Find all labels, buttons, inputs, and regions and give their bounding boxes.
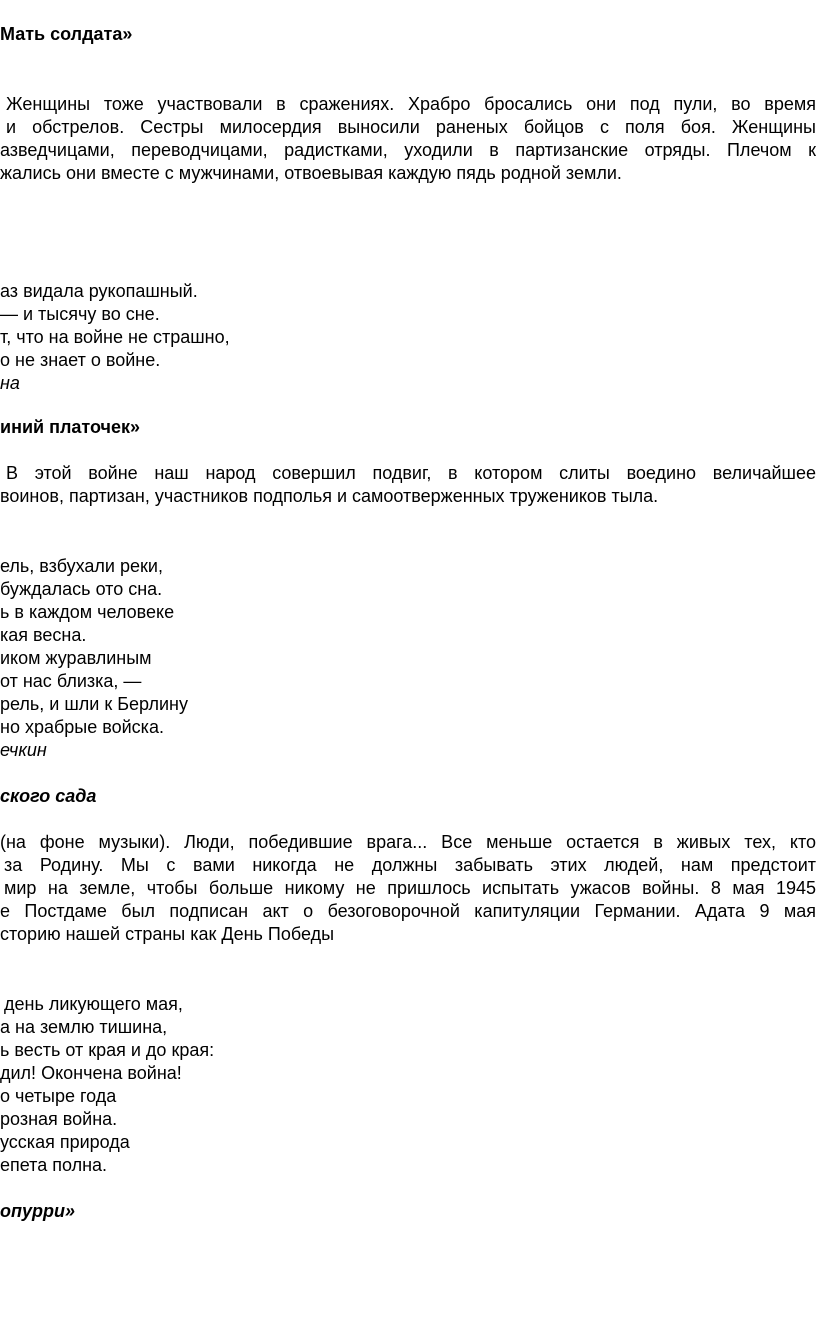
poem-3-line-4: дил! Окончена война! [0, 1063, 182, 1083]
poem-2-line-5: иком журавлиным [0, 648, 152, 668]
poem-1-line-4: о не знает о войне. [0, 350, 161, 370]
paragraph-1-line-2: и обстрелов. Сестры милосердия выносили раненых бойцов с поля боя. Женщины [6, 117, 816, 137]
poem-3-line-1: день ликующего мая, [4, 994, 183, 1014]
heading-mat-soldata: Мать солдата» [0, 24, 133, 44]
poem-3-line-5: о четыре года [0, 1086, 117, 1106]
poem-3-line-3: ь весть от края и до края: [0, 1040, 215, 1060]
poem-2-line-7: рель, и шли к Берлину [0, 694, 188, 714]
paragraph-3-line-4: е Постдаме был подписан акт о безоговорочной капитуляции Германии. Адата 9 мая [0, 901, 816, 921]
paragraph-3-line-1: (на фоне музыки). Люди, победившие врага... Все меньше остается в живых тех, кто [0, 832, 816, 852]
poem-2-line-8: но храбрые войска. [0, 717, 164, 737]
paragraph-3-line-5: сторию нашей страны как День Победы [0, 924, 335, 944]
paragraph-1-line-1: Женщины тоже участвовали в сражениях. Храбро бросались они под пули, во время [6, 94, 816, 114]
paragraph-2-line-1: В этой войне наш народ совершил подвиг, в котором слиты воедино величайшее [6, 463, 816, 483]
poem-1-author: на [0, 373, 20, 393]
paragraph-2-line-2: воинов, партизан, участников подполья и самоотверженных тружеников тыла. [0, 486, 659, 506]
heading-sada: ского сада [0, 786, 97, 806]
poem-3-line-8: епета полна. [0, 1155, 108, 1175]
heading-popurri: опурри» [0, 1201, 75, 1221]
poem-3-line-6: розная война. [0, 1109, 118, 1129]
paragraph-3-line-2: за Родину. Мы с вами никогда не должны забывать этих людей, нам предстоит [4, 855, 816, 875]
heading-siniy-platochek: иний платочек» [0, 417, 140, 437]
poem-2-line-2: буждалась ото сна. [0, 579, 163, 599]
paragraph-3-line-3: мир на земле, чтобы больше никому не пришлось испытать ужасов войны. 8 мая 1945 [4, 878, 816, 898]
poem-3-line-7: усская природа [0, 1132, 130, 1152]
poem-2-line-3: ь в каждом человеке [0, 602, 175, 622]
poem-1-line-3: т, что на войне не страшно, [0, 327, 230, 347]
poem-1-line-1: аз видала рукопашный. [0, 281, 198, 301]
poem-2-line-1: ель, взбухали реки, [0, 556, 163, 576]
poem-1-line-2: — и тысячу во сне. [0, 304, 160, 324]
poem-3-line-2: а на землю тишина, [0, 1017, 168, 1037]
paragraph-1-line-4: жались они вместе с мужчинами, отвоевывая каждую пядь родной земли. [0, 163, 622, 183]
poem-2-line-4: кая весна. [0, 625, 87, 645]
poem-2-author: ечкин [0, 740, 47, 760]
paragraph-1-line-3: азведчицами, переводчицами, радистками, уходили в партизанские отряды. Плечом к [0, 140, 816, 160]
poem-2-line-6: от нас близка, — [0, 671, 142, 691]
